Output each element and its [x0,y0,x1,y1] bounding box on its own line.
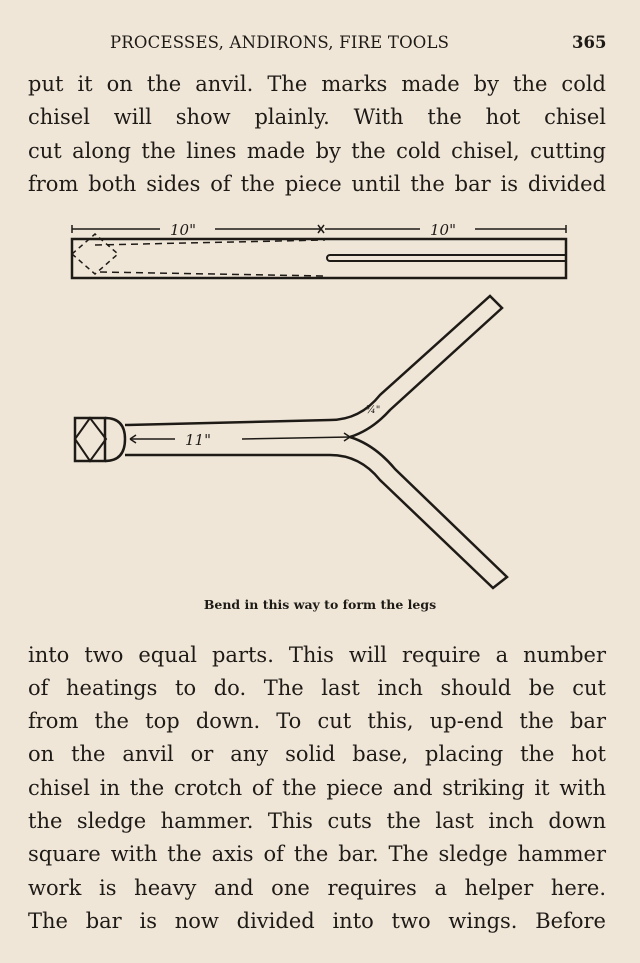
split-cut [327,255,566,261]
text-line: chisel will show plainly. With the hot chisel [28,105,606,129]
text-line: the sledge hammer. This cuts the last inch down [28,809,606,833]
figure-caption: Bend in this way to form the legs [203,597,437,612]
upper-leg [125,296,502,437]
bar-outline [72,239,566,278]
text-line: square with the axis of the bar. The sledge hammer [28,842,606,866]
text-line: work is heavy and one requires a helper here. [28,876,606,900]
lower-leg [125,437,507,588]
text-line: from the top down. To cut this, up-end the bar [28,709,606,733]
dimension-label-width: ¾" [366,405,381,416]
cross-section-square [75,418,105,461]
text-line: on the anvil or any solid base, placing the hot [28,742,606,766]
text-line: chisel in the crotch of the piece and striking it with [28,776,606,800]
dimension-label-right: 10" [430,221,456,239]
running-header: PROCESSES, ANDIRONS, FIRE TOOLS [110,33,450,52]
text-line: The bar is now divided into two wings. Before [28,909,606,933]
page-number: 365 [572,33,607,52]
text-line: put it on the anvil. The marks made by the cold [28,72,606,96]
text-line: into two equal parts. This will require a number [28,643,606,667]
text-line: from both sides of the piece until the bar is divided [28,172,606,196]
dimension-label-left: 10" [170,221,196,239]
dimension-label-length: 11" [185,431,211,449]
text-line: cut along the lines made by the cold chisel, cutting [28,139,606,163]
text-line: of heatings to do. The last inch should be cut [28,676,606,700]
